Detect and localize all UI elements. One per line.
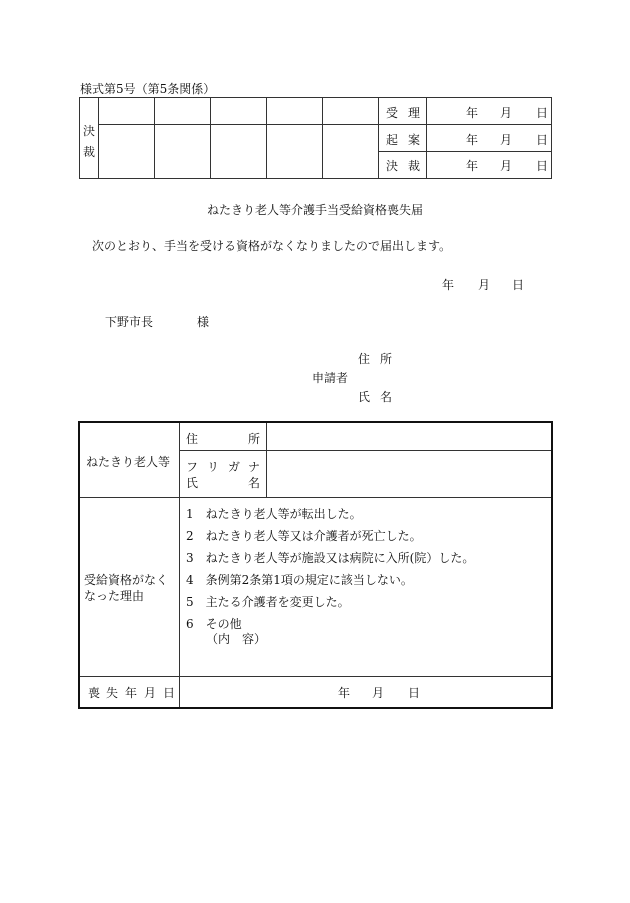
- grid-line: [322, 98, 323, 178]
- reason-option-3[interactable]: 3 ねたきり老人等が施設又は病院に入所(院）した。: [186, 551, 475, 565]
- grid-line: [378, 98, 379, 178]
- furigana-label: ナ: [248, 460, 261, 474]
- addressee: 下野市長: [105, 315, 154, 329]
- submission-day: 日: [512, 278, 525, 292]
- decision-row-label: 裁: [408, 159, 421, 173]
- approval-stamp-table: [79, 97, 552, 179]
- receipt-day: 日: [536, 106, 549, 120]
- reason-label: 受給資格がなく: [84, 573, 169, 587]
- declaration-statement: 次のとおり、手当を受ける資格がなくなりましたので届出します。: [92, 239, 452, 253]
- loss-year: 年: [338, 686, 351, 700]
- reason-option-6[interactable]: 6 その他: [186, 617, 242, 631]
- grid-line: [80, 676, 551, 677]
- address-label: 住: [186, 432, 199, 446]
- decision-label: 決: [83, 124, 96, 138]
- grid-line: [179, 423, 180, 707]
- loss-date-label: 月: [144, 686, 157, 700]
- decision-month: 月: [500, 159, 513, 173]
- reason-option-5[interactable]: 5 主たる介護者を変更した。: [186, 595, 350, 609]
- decision-day: 日: [536, 159, 549, 173]
- furigana-label: フ: [186, 460, 199, 474]
- draft-label: 案: [408, 133, 421, 147]
- reason-label: なった理由: [84, 589, 145, 603]
- grid-line: [378, 151, 551, 152]
- person-address-field[interactable]: [269, 423, 553, 450]
- details-table: [78, 421, 553, 709]
- honorific: 様: [197, 315, 210, 329]
- grid-line: [378, 124, 551, 125]
- grid-line: [154, 98, 155, 178]
- receipt-label: 受: [386, 106, 399, 120]
- submission-month: 月: [478, 278, 491, 292]
- receipt-month: 月: [500, 106, 513, 120]
- furigana-label: ガ: [228, 460, 241, 474]
- loss-date-label: 失: [106, 686, 119, 700]
- submission-year: 年: [442, 278, 455, 292]
- grid-line: [426, 98, 427, 178]
- draft-month: 月: [500, 133, 513, 147]
- decision-row-label: 決: [386, 159, 399, 173]
- loss-date-label: 日: [163, 686, 176, 700]
- address-label: 所: [248, 432, 261, 446]
- name-label: 名: [248, 476, 261, 490]
- receipt-year: 年: [466, 106, 479, 120]
- draft-label: 起: [386, 133, 399, 147]
- grid-line: [266, 98, 267, 178]
- applicant-label: 申請者: [312, 371, 349, 385]
- decision-label: 裁: [83, 145, 96, 159]
- other-detail-label: （内 容）: [206, 632, 267, 646]
- loss-day: 日: [408, 686, 421, 700]
- reason-option-4[interactable]: 4 条例第2条第1項の規定に該当しない。: [186, 573, 413, 587]
- applicant-name-label: 名: [380, 390, 393, 404]
- draft-day: 日: [536, 133, 549, 147]
- receipt-label: 理: [408, 106, 421, 120]
- applicant-address-label: 住: [358, 352, 371, 366]
- loss-month: 月: [372, 686, 385, 700]
- document-title: ねたきり老人等介護手当受給資格喪失届: [206, 203, 423, 217]
- person-info-field[interactable]: [269, 450, 553, 497]
- grid-line: [80, 497, 551, 498]
- grid-line: [210, 98, 211, 178]
- furigana-label: リ: [207, 460, 220, 474]
- reason-option-1[interactable]: 1 ねたきり老人等が転出した。: [186, 507, 362, 521]
- grid-line: [98, 124, 378, 125]
- grid-line: [98, 98, 99, 178]
- applicant-address-label: 所: [380, 352, 393, 366]
- applicant-name-label: 氏: [358, 390, 371, 404]
- bedridden-person-label: ねたきり老人等: [86, 455, 171, 469]
- grid-line: [266, 423, 267, 497]
- form-number: 様式第5号（第5条関係）: [80, 82, 216, 96]
- loss-date-label: 年: [125, 686, 138, 700]
- name-label: 氏: [186, 476, 199, 490]
- loss-date-label: 喪: [88, 686, 101, 700]
- draft-year: 年: [466, 133, 479, 147]
- reason-option-2[interactable]: 2 ねたきり老人等又は介護者が死亡した。: [186, 529, 422, 543]
- decision-year: 年: [466, 159, 479, 173]
